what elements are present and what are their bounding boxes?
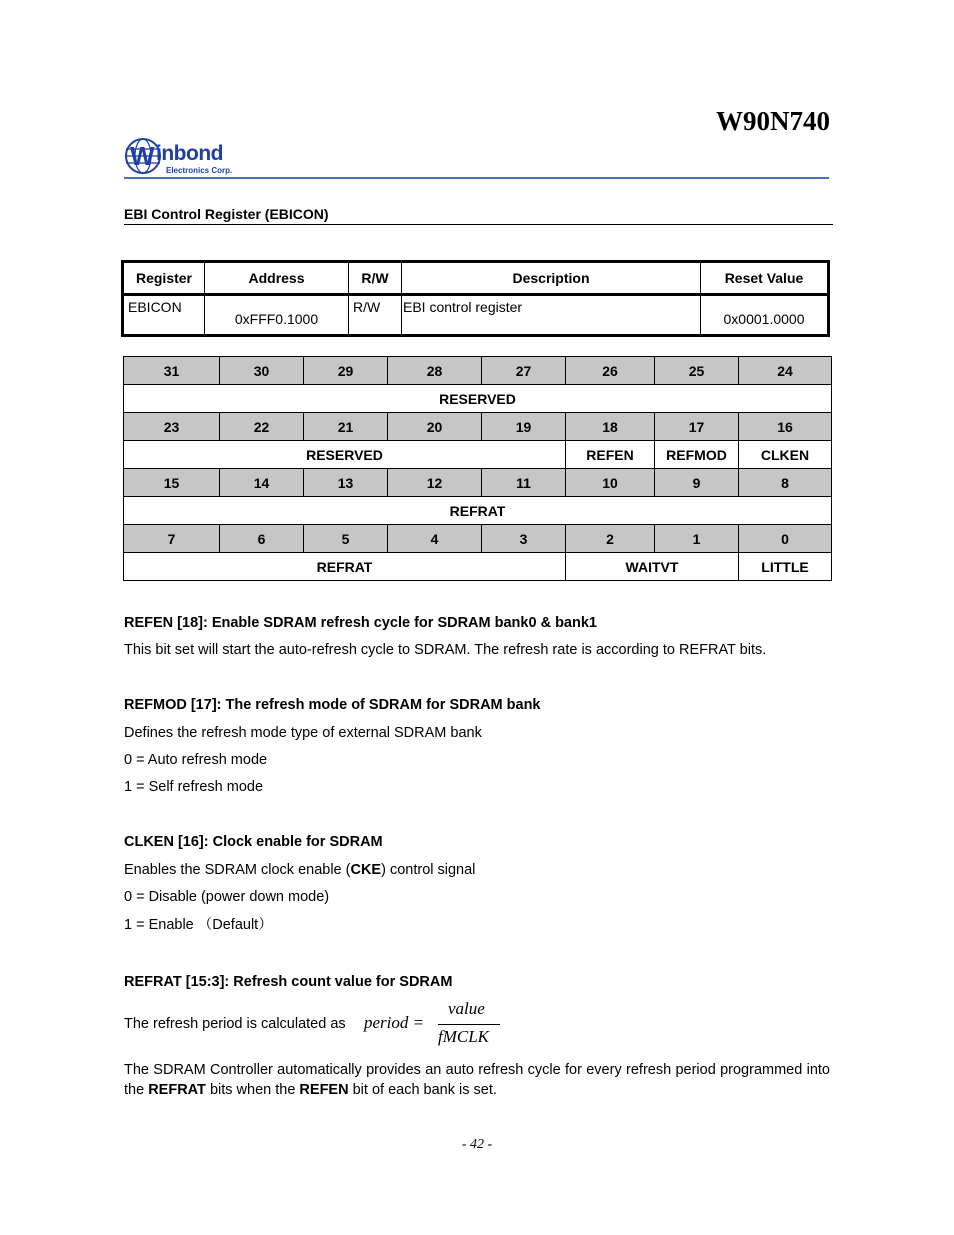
- clken-line: 0 = Disable (power down mode): [124, 889, 330, 905]
- clken-line: 1 = Enable （Default）: [124, 917, 273, 933]
- clken-line: [124, 860, 475, 880]
- field-little: LITTLE: [739, 553, 832, 581]
- refrat-keyword: REFRAT: [148, 1082, 206, 1098]
- field-refrat: REFRAT: [124, 497, 832, 525]
- page-number: - 42 -: [461, 1137, 493, 1152]
- bit-number: 29: [304, 357, 388, 385]
- paragraph-text: bits when the: [205, 1082, 300, 1098]
- bit-number: 26: [566, 357, 655, 385]
- field-waitvt: WAITVT: [566, 553, 739, 581]
- bit-number-row: [124, 469, 832, 497]
- bit-number: 31: [124, 357, 220, 385]
- bit-number: 11: [482, 469, 566, 497]
- refrat-paragraph: [124, 1060, 830, 1100]
- header-register: Register: [123, 262, 205, 295]
- refen-heading: REFEN [18]: Enable SDRAM refresh cycle for SDRAM bank0 & bank1: [124, 615, 597, 631]
- logo-subtitle: Electronics Corp.: [166, 166, 233, 175]
- bit-number: 30: [220, 357, 304, 385]
- field-refen: REFEN: [566, 441, 655, 469]
- register-table-header: [123, 262, 829, 295]
- field-refrat: REFRAT: [124, 553, 566, 581]
- bit-field-row: [124, 441, 832, 469]
- formula-lhs: period =: [364, 1013, 425, 1032]
- fraction-bar: [438, 1024, 500, 1025]
- field-reserved: RESERVED: [124, 385, 832, 413]
- bit-number: 3: [482, 525, 566, 553]
- bit-number: 8: [739, 469, 832, 497]
- bit-number: 28: [388, 357, 482, 385]
- bit-number: 7: [124, 525, 220, 553]
- logo-wordmark: inbond: [156, 142, 223, 165]
- clken-line1-pre: Enables the SDRAM clock enable (: [124, 862, 351, 878]
- paragraph-text: The SDRAM Controller automatically provides an auto refresh cycle for every refresh period programmed into the: [124, 1062, 830, 1098]
- bit-number: 19: [482, 413, 566, 441]
- refmod-line: 0 = Auto refresh mode: [124, 752, 268, 768]
- field-clken: CLKEN: [739, 441, 832, 469]
- clken-heading: CLKEN [16]: Clock enable for SDRAM: [124, 834, 383, 850]
- header-address: Address: [205, 262, 349, 295]
- cke-signal: CKE: [350, 862, 382, 878]
- bit-number: 9: [655, 469, 739, 497]
- field-reserved: RESERVED: [124, 441, 566, 469]
- bit-number: 25: [655, 357, 739, 385]
- bit-number: 18: [566, 413, 655, 441]
- bit-number: 12: [388, 469, 482, 497]
- bit-number: 10: [566, 469, 655, 497]
- bit-number: 15: [124, 469, 220, 497]
- refrat-heading: REFRAT [15:3]: Refresh count value for SDRAM: [124, 974, 453, 990]
- bit-number: 14: [220, 469, 304, 497]
- bit-number: 21: [304, 413, 388, 441]
- bit-number: 23: [124, 413, 220, 441]
- cell-reset-value: 0x0001.0000: [701, 295, 829, 336]
- bit-number: 17: [655, 413, 739, 441]
- bit-number: 20: [388, 413, 482, 441]
- bit-field-row: [124, 385, 832, 413]
- bit-number: 27: [482, 357, 566, 385]
- clken-line1-post: ) control signal: [381, 862, 476, 878]
- bit-number-row: [124, 525, 832, 553]
- bit-number: 2: [566, 525, 655, 553]
- refmod-line: 1 = Self refresh mode: [124, 779, 264, 795]
- cell-address: 0xFFF0.1000: [205, 295, 349, 336]
- formula-intro: The refresh period is calculated as: [124, 1016, 346, 1032]
- bit-field-row: [124, 553, 832, 581]
- cell-register: EBICON: [123, 295, 205, 336]
- refen-keyword: REFEN: [299, 1082, 349, 1098]
- section-title: EBI Control Register (EBICON): [124, 206, 329, 222]
- bit-number: 0: [739, 525, 832, 553]
- bit-number: 5: [304, 525, 388, 553]
- cell-description: EBI control register: [402, 295, 701, 336]
- field-refmod: REFMOD: [655, 441, 739, 469]
- bit-number: 24: [739, 357, 832, 385]
- winbond-logo: [124, 137, 254, 179]
- formula-numerator: value: [448, 999, 485, 1018]
- section-rule: [124, 224, 833, 225]
- header-rw: R/W: [349, 262, 402, 295]
- refmod-line: Defines the refresh mode type of external SDRAM bank: [124, 725, 482, 741]
- register-table: [121, 260, 830, 337]
- table-row: [123, 295, 829, 336]
- bit-number-row: [124, 357, 832, 385]
- header-reset-value: Reset Value: [701, 262, 829, 295]
- bit-number: 16: [739, 413, 832, 441]
- svg-text:W: W: [130, 141, 155, 171]
- bit-field-table: [123, 356, 832, 581]
- refmod-heading: REFMOD [17]: The refresh mode of SDRAM for SDRAM bank: [124, 697, 541, 713]
- bit-number: 6: [220, 525, 304, 553]
- cell-rw: R/W: [349, 295, 402, 336]
- refen-text: This bit set will start the auto-refresh cycle to SDRAM. The refresh rate is according to REFRAT bits.: [124, 642, 767, 658]
- header-description: Description: [402, 262, 701, 295]
- bit-number-row: [124, 413, 832, 441]
- bit-number: 13: [304, 469, 388, 497]
- header-rule: [124, 177, 829, 179]
- formula-denominator: fMCLK: [438, 1027, 490, 1046]
- document-title: W90N740: [716, 106, 830, 136]
- bit-number: 4: [388, 525, 482, 553]
- paragraph-text: bit of each bank is set.: [348, 1082, 497, 1098]
- bit-number: 1: [655, 525, 739, 553]
- bit-number: 22: [220, 413, 304, 441]
- bit-field-row: [124, 497, 832, 525]
